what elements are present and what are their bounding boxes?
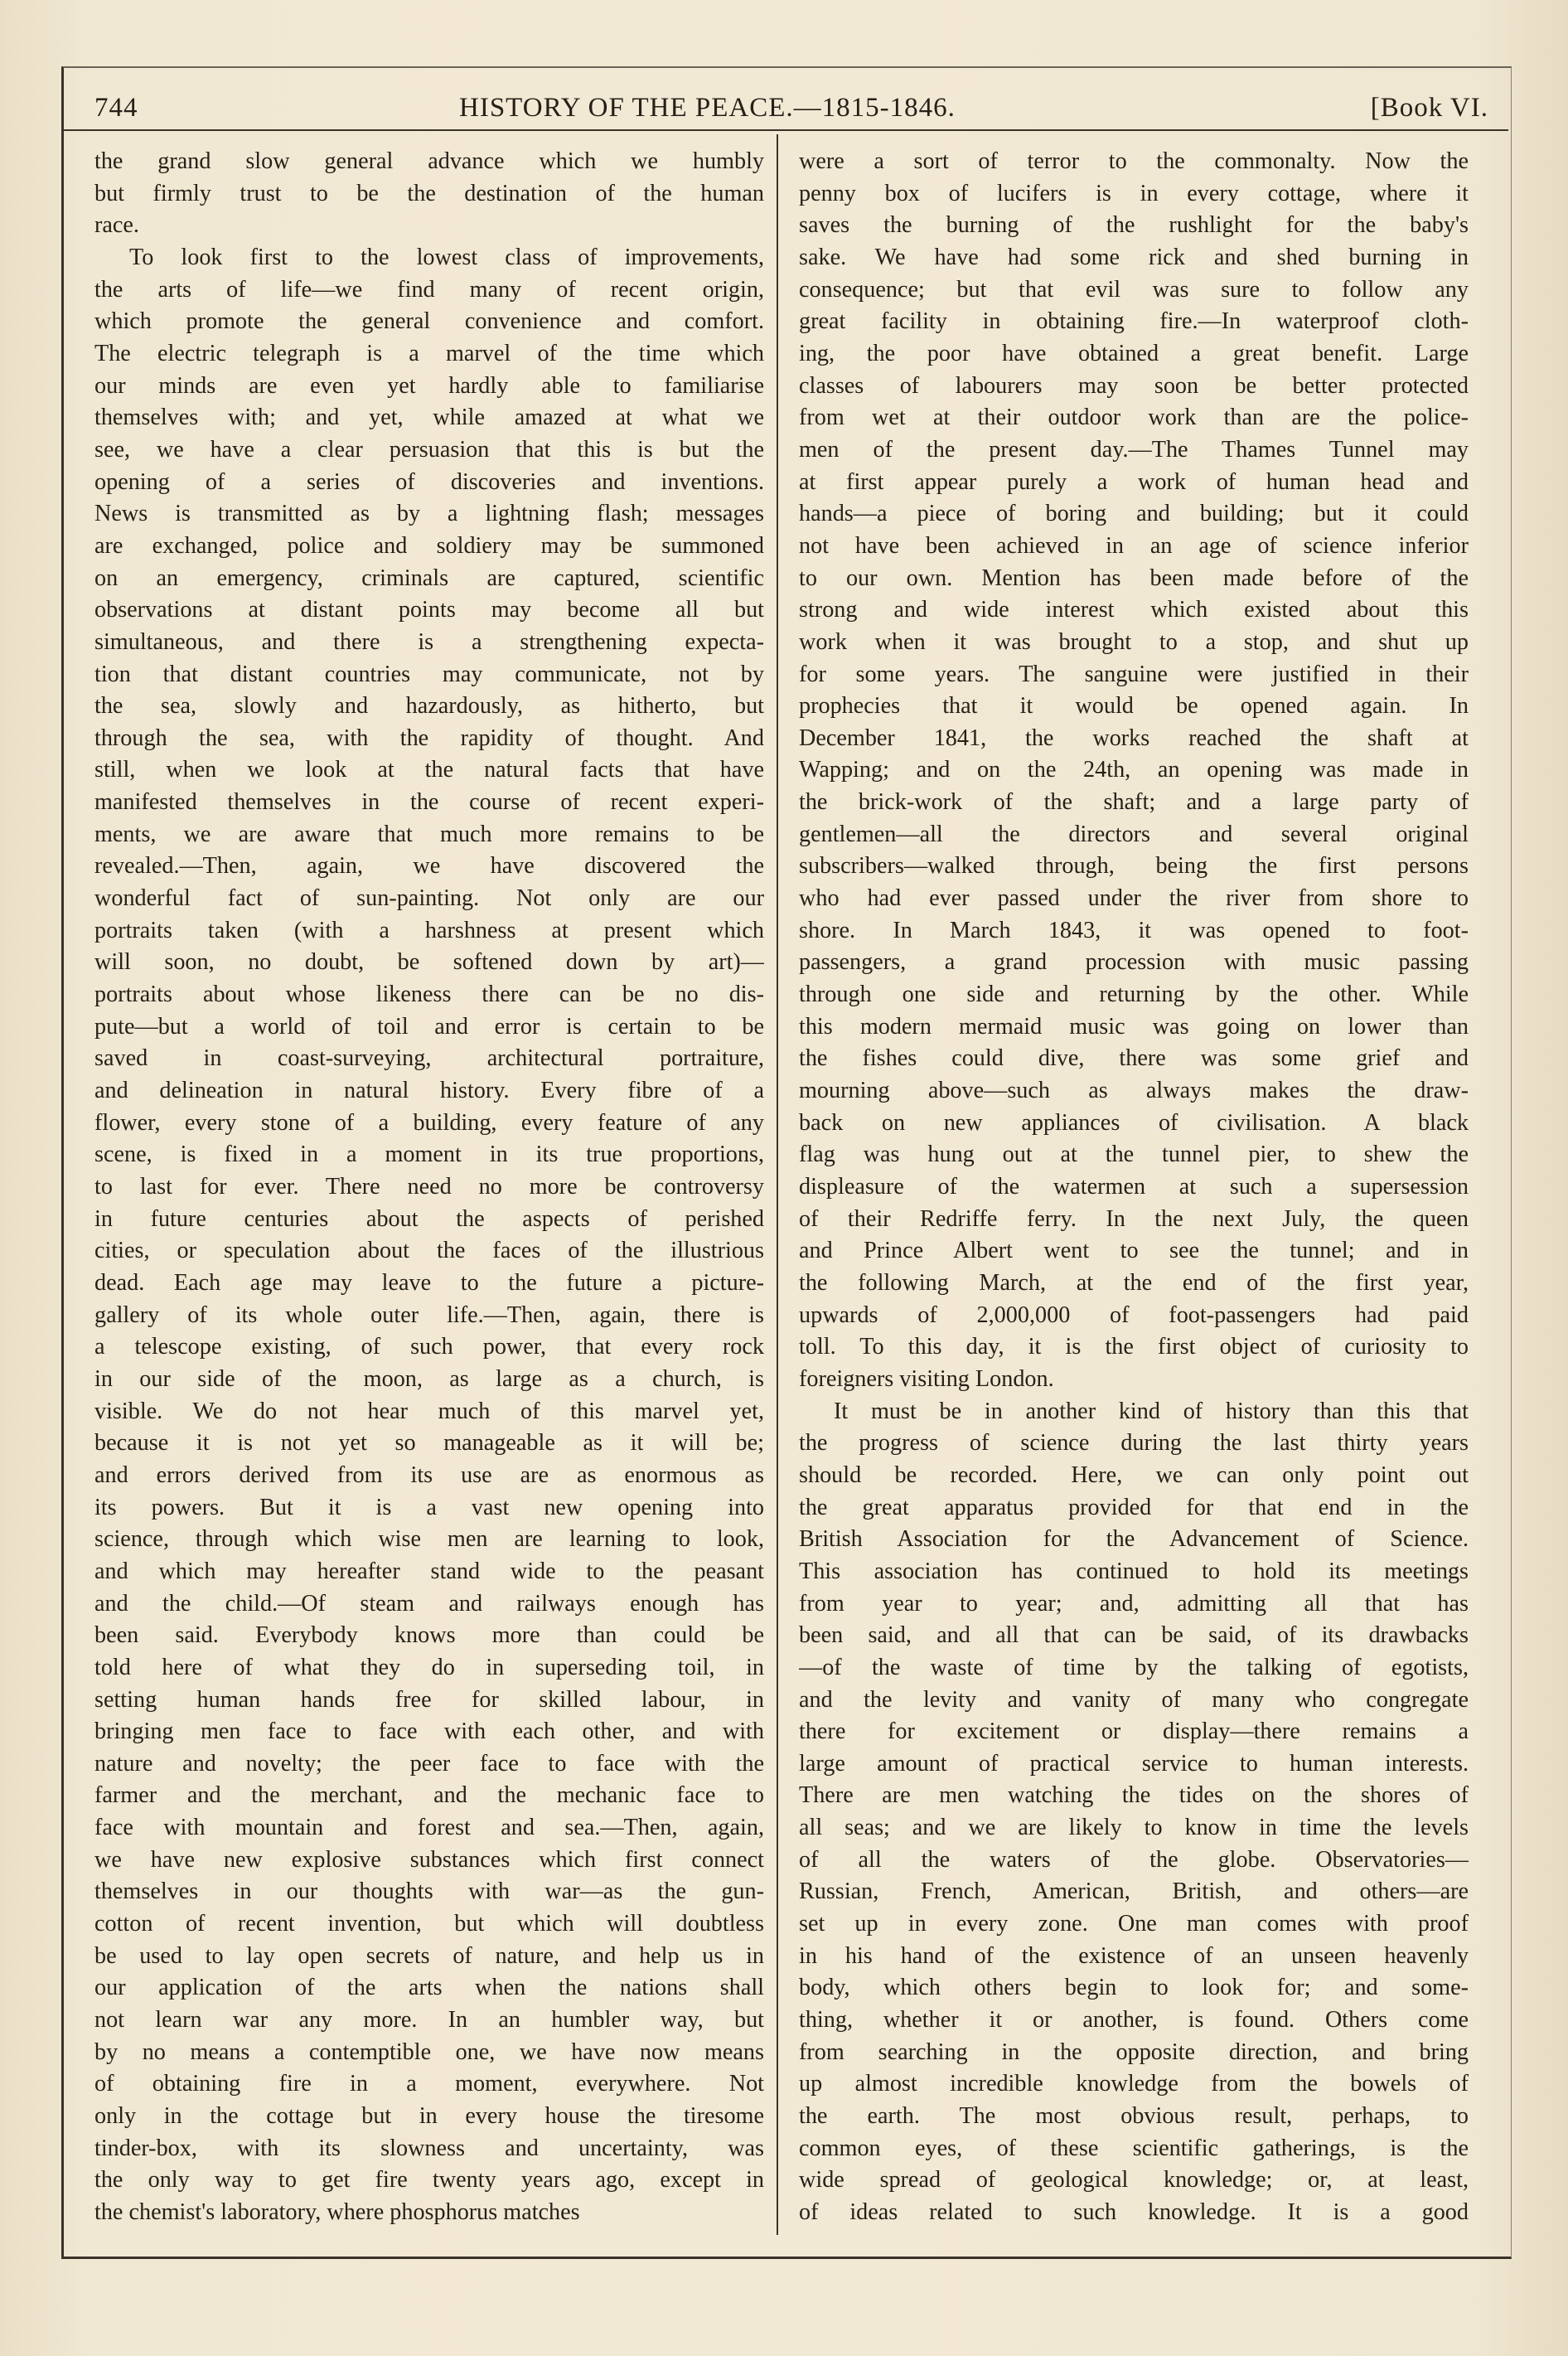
text-line: large amount of practical service to human interests. bbox=[799, 1750, 1469, 1777]
running-title: HISTORY OF THE PEACE.—1815-1846. bbox=[459, 93, 956, 123]
text-line: a telescope existing, of such power, that every rock bbox=[94, 1334, 764, 1360]
text-line: flower, every stone of a building, every feature of any bbox=[94, 1109, 764, 1136]
text-line: race. bbox=[94, 212, 139, 239]
text-line: the arts of life—we find many of recent origin, bbox=[94, 276, 764, 303]
text-line: great facility in obtaining fire.—In waterproof cloth- bbox=[799, 308, 1469, 335]
text-line: work when it was brought to a stop, and shut up bbox=[799, 628, 1469, 655]
text-line: men of the present day.—The Thames Tunnel may bbox=[799, 436, 1469, 463]
text-line: not learn war any more. In an humbler way, but bbox=[94, 2007, 764, 2034]
text-line: will soon, no doubt, be softened down by art)— bbox=[94, 949, 764, 976]
text-line: face with mountain and forest and sea.—Then, again, bbox=[94, 1815, 764, 1841]
text-line: Russian, French, American, British, and others—are bbox=[799, 1878, 1469, 1905]
text-line: ments, we are aware that much more remains to be bbox=[94, 821, 764, 847]
text-line: themselves in our thoughts with war—as the gun- bbox=[94, 1878, 764, 1905]
text-line: science, through which wise men are learning to look, bbox=[94, 1526, 764, 1553]
text-line: wonderful fact of sun-painting. Not only are our bbox=[94, 885, 764, 912]
text-line: from year to year; and, admitting all that has bbox=[799, 1590, 1469, 1617]
text-line: and delineation in natural history. Every fibre of a bbox=[94, 1078, 764, 1104]
text-line: —of the waste of time by the talking of egotists, bbox=[799, 1654, 1469, 1680]
text-line: thing, whether it or another, is found. Others come bbox=[799, 2007, 1469, 2034]
text-line: to our own. Mention has been made before of the bbox=[799, 565, 1469, 591]
text-line: wide spread of geological knowledge; or, at least, bbox=[799, 2167, 1469, 2194]
book-label: [Book VI. bbox=[1370, 93, 1488, 123]
text-line: of all the waters of the globe. Observatories— bbox=[799, 1846, 1469, 1873]
text-line: classes of labourers may soon be better protected bbox=[799, 372, 1469, 399]
text-line: in future centuries about the aspects of perished bbox=[94, 1205, 764, 1232]
text-line: farmer and the merchant, and the mechanic face to bbox=[94, 1782, 764, 1809]
text-line: opening of a series of discoveries and inventions. bbox=[94, 468, 764, 495]
text-line: the chemist's laboratory, where phosphorus matches bbox=[94, 2199, 580, 2225]
text-line: saves the burning of the rushlight for the baby's bbox=[799, 212, 1469, 239]
text-line: all seas; and we are likely to know in time the levels bbox=[799, 1815, 1469, 1841]
text-line: foreigners visiting London. bbox=[799, 1365, 1054, 1392]
text-line: and errors derived from its use are as enormous as bbox=[94, 1462, 764, 1488]
text-line: on an emergency, criminals are captured, scientific bbox=[94, 565, 764, 591]
text-line: from searching in the opposite direction, and bring bbox=[799, 2038, 1469, 2065]
text-line: the sea, slowly and hazardously, as hitherto, but bbox=[94, 693, 764, 720]
text-line: the following March, at the end of the first year, bbox=[799, 1269, 1469, 1296]
text-line: ing, the poor have obtained a great benefit. Large bbox=[799, 340, 1469, 366]
text-line: of ideas related to such knowledge. It is a good bbox=[799, 2199, 1469, 2225]
text-line: in our side of the moon, as large as a church, is bbox=[94, 1365, 764, 1392]
text-line: portraits about whose likeness there can be no dis- bbox=[94, 982, 764, 1008]
text-line: gentlemen—all the directors and several original bbox=[799, 821, 1469, 847]
text-line: this modern mermaid music was going on lower than bbox=[799, 1013, 1469, 1040]
left-column bbox=[94, 146, 764, 2227]
text-line: upwards of 2,000,000 of foot-passengers had paid bbox=[799, 1302, 1469, 1328]
running-header bbox=[61, 83, 1503, 133]
text-line: the earth. The most obvious result, perhaps, to bbox=[799, 2103, 1469, 2130]
text-line: were a sort of terror to the commonalty. Now the bbox=[799, 148, 1469, 174]
page-number: 744 bbox=[94, 93, 138, 123]
text-line: been said, and all that can be said, of its drawbacks bbox=[799, 1622, 1469, 1649]
text-line: tinder-box, with its slowness and uncertainty, was bbox=[94, 2135, 764, 2161]
text-line: still, when we look at the natural facts that have bbox=[94, 757, 764, 783]
text-line: consequence; but that evil was sure to follow any bbox=[799, 276, 1469, 303]
text-line: see, we have a clear persuasion that this is but the bbox=[94, 436, 764, 463]
text-line: body, which others begin to look for; and some- bbox=[799, 1975, 1469, 2001]
text-line: cotton of recent invention, but which will doubtless bbox=[94, 1911, 764, 1937]
text-line: at first appear purely a work of human head and bbox=[799, 468, 1469, 495]
text-line: which promote the general convenience and comfort. bbox=[94, 308, 764, 335]
text-line: cities, or speculation about the faces of the illustrious bbox=[94, 1238, 764, 1264]
text-line: not have been achieved in an age of science inferior bbox=[799, 532, 1469, 559]
text-line: are exchanged, police and soldiery may be summoned bbox=[94, 532, 764, 559]
text-line: themselves with; and yet, while amazed at what we bbox=[94, 405, 764, 431]
text-line: bringing men face to face with each other, and with bbox=[94, 1719, 764, 1745]
text-line: passengers, a grand procession with music passing bbox=[799, 949, 1469, 976]
text-line: scene, is fixed in a moment in its true proportions, bbox=[94, 1142, 764, 1168]
text-line: its powers. But it is a vast new opening into bbox=[94, 1494, 764, 1520]
text-line: manifested themselves in the course of recent experi- bbox=[94, 789, 764, 816]
text-line: gallery of its whole outer life.—Then, again, there is bbox=[94, 1302, 764, 1328]
text-line: Wapping; and on the 24th, an opening was made in bbox=[799, 757, 1469, 783]
text-line: from wet at their outdoor work than are the police- bbox=[799, 405, 1469, 431]
text-line: of their Redriffe ferry. In the next July, the queen bbox=[799, 1205, 1469, 1232]
text-line: the grand slow general advance which we humbly bbox=[94, 148, 764, 174]
text-line: pute—but a world of toil and error is certain to be bbox=[94, 1013, 764, 1040]
text-line: setting human hands free for skilled labour, in bbox=[94, 1686, 764, 1713]
text-line: revealed.—Then, again, we have discovered the bbox=[94, 853, 764, 880]
text-line: strong and wide interest which existed about this bbox=[799, 597, 1469, 623]
right-column bbox=[799, 146, 1469, 2227]
text-line: saved in coast-surveying, architectural portraiture, bbox=[94, 1045, 764, 1072]
text-line: but firmly trust to be the destination of the human bbox=[94, 180, 764, 206]
text-line: displeasure of the watermen at such a supersession bbox=[799, 1174, 1469, 1200]
text-line: sake. We have had some rick and shed burning in bbox=[799, 244, 1469, 270]
text-line: by no means a contemptible one, we have now means bbox=[94, 2038, 764, 2065]
text-line: prophecies that it would be opened again. In bbox=[799, 693, 1469, 720]
text-line: News is transmitted as by a lightning flash; messages bbox=[94, 501, 764, 527]
text-line: shore. In March 1843, it was opened to foot- bbox=[799, 917, 1469, 943]
text-line: be used to lay open secrets of nature, and help us in bbox=[94, 1942, 764, 1969]
text-line: for some years. The sanguine were justified in their bbox=[799, 661, 1469, 687]
text-line: of obtaining fire in a moment, everywhere. Not bbox=[94, 2071, 764, 2097]
text-line: hands—a piece of boring and building; but it could bbox=[799, 501, 1469, 527]
text-line: the great apparatus provided for that end in the bbox=[799, 1494, 1469, 1520]
text-line: who had ever passed under the river from shore to bbox=[799, 885, 1469, 912]
text-line: dead. Each age may leave to the future a picture- bbox=[94, 1269, 764, 1296]
text-line: observations at distant points may become all but bbox=[94, 597, 764, 623]
text-line: and the child.—Of steam and railways enough has bbox=[94, 1590, 764, 1617]
text-line: mourning above—such as always makes the draw- bbox=[799, 1078, 1469, 1104]
text-line: told here of what they do in superseding toil, in bbox=[94, 1654, 764, 1680]
text-line: the fishes could dive, there was some grief and bbox=[799, 1045, 1469, 1072]
text-line: To look first to the lowest class of improvements, bbox=[129, 244, 764, 270]
text-line: and which may hereafter stand wide to the peasant bbox=[94, 1558, 764, 1584]
column-divider bbox=[777, 134, 778, 2235]
text-line: The electric telegraph is a marvel of the time which bbox=[94, 340, 764, 366]
text-line: nature and novelty; the peer face to face with the bbox=[94, 1750, 764, 1777]
text-line: British Association for the Advancement of Science. bbox=[799, 1526, 1469, 1553]
text-line: because it is not yet so manageable as it will be; bbox=[94, 1430, 764, 1457]
text-line: to last for ever. There need no more be controversy bbox=[94, 1174, 764, 1200]
text-line: should be recorded. Here, we can only point out bbox=[799, 1462, 1469, 1488]
text-line: the only way to get fire twenty years ago, except in bbox=[94, 2167, 764, 2194]
text-line: flag was hung out at the tunnel pier, to shew the bbox=[799, 1142, 1469, 1168]
text-line: we have new explosive substances which first connect bbox=[94, 1846, 764, 1873]
text-line: our minds are even yet hardly able to familiarise bbox=[94, 372, 764, 399]
text-line: there for excitement or display—there remains a bbox=[799, 1719, 1469, 1745]
text-line: back on new appliances of civilisation. A black bbox=[799, 1109, 1469, 1136]
text-line: This association has continued to hold its meetings bbox=[799, 1558, 1469, 1584]
text-line: and the levity and vanity of many who congregate bbox=[799, 1686, 1469, 1713]
text-line: our application of the arts when the nations shall bbox=[94, 1975, 764, 2001]
text-line: It must be in another kind of history than this that bbox=[834, 1398, 1469, 1424]
text-line: simultaneous, and there is a strengthening expecta- bbox=[94, 628, 764, 655]
text-line: and Prince Albert went to see the tunnel; and in bbox=[799, 1238, 1469, 1264]
text-line: December 1841, the works reached the shaft at bbox=[799, 725, 1469, 751]
text-line: common eyes, of these scientific gatherings, is the bbox=[799, 2135, 1469, 2161]
text-line: the progress of science during the last thirty years bbox=[799, 1430, 1469, 1457]
text-line: toll. To this day, it is the first object of curiosity to bbox=[799, 1334, 1469, 1360]
text-line: been said. Everybody knows more than could be bbox=[94, 1622, 764, 1649]
text-line: subscribers—walked through, being the first persons bbox=[799, 853, 1469, 880]
text-line: through one side and returning by the other. While bbox=[799, 982, 1469, 1008]
text-line: penny box of lucifers is in every cottage, where it bbox=[799, 180, 1469, 206]
text-line: the brick-work of the shaft; and a large party of bbox=[799, 789, 1469, 816]
text-line: There are men watching the tides on the shores of bbox=[799, 1782, 1469, 1809]
header-rule bbox=[61, 129, 1508, 131]
text-line: visible. We do not hear much of this marvel yet, bbox=[94, 1398, 764, 1424]
text-line: portraits taken (with a harshness at present which bbox=[94, 917, 764, 943]
text-line: tion that distant countries may communicate, not by bbox=[94, 661, 764, 687]
text-line: in his hand of the existence of an unseen heavenly bbox=[799, 1942, 1469, 1969]
text-line: set up in every zone. One man comes with proof bbox=[799, 1911, 1469, 1937]
text-line: up almost incredible knowledge from the bowels of bbox=[799, 2071, 1469, 2097]
text-line: only in the cottage but in every house the tiresome bbox=[94, 2103, 764, 2130]
text-line: through the sea, with the rapidity of thought. And bbox=[94, 725, 764, 751]
